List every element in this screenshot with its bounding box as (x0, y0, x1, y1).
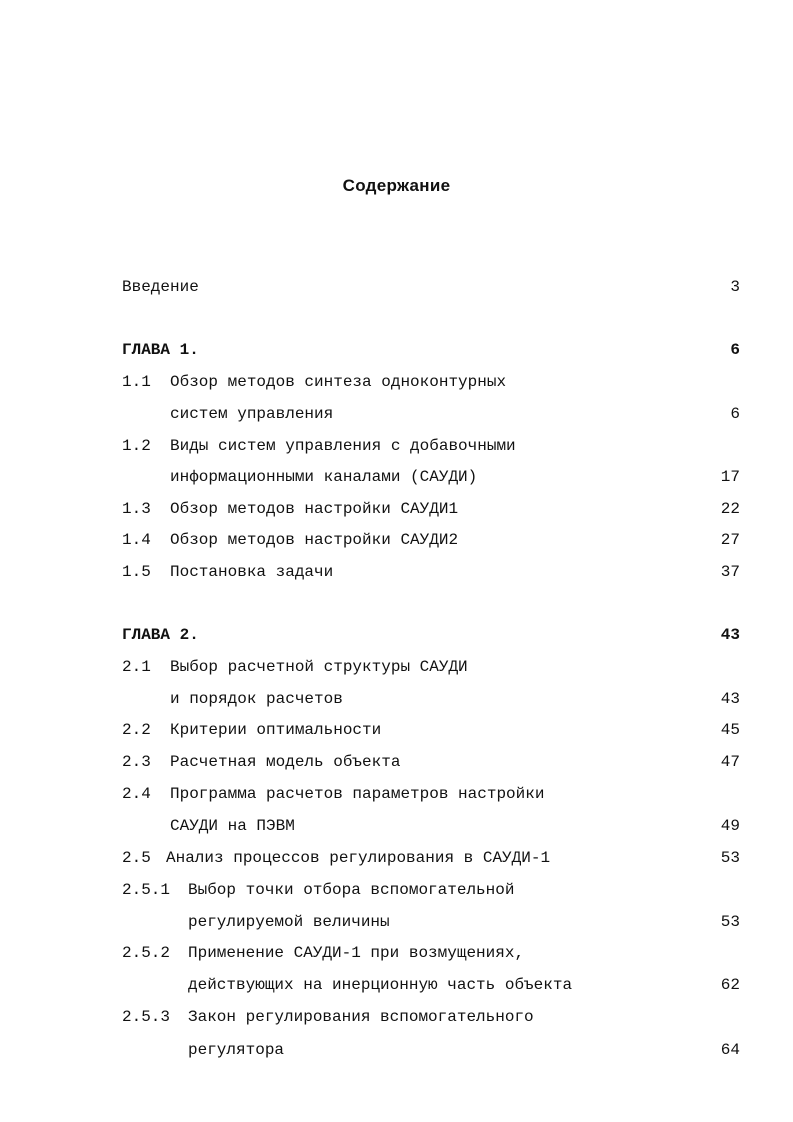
entry-page: 22 (720, 500, 740, 518)
toc-entry (0, 465, 793, 489)
entry-text: ГЛАВА 1. (122, 341, 199, 359)
entry-page: 64 (720, 1041, 740, 1059)
entry-number: 1.4 (122, 531, 151, 549)
entry-text: Обзор методов настройки САУДИ2 (170, 531, 459, 549)
entry-page: 17 (720, 468, 740, 486)
entry-text: Программа расчетов параметров настройки (170, 785, 545, 803)
entry-text: регулятора (188, 1041, 285, 1059)
toc-entry (0, 402, 793, 426)
toc-entry (0, 718, 793, 742)
toc-entry (0, 370, 793, 394)
entry-page: 43 (720, 626, 740, 644)
entry-text: Анализ процессов регулирования в САУДИ-1 (166, 849, 551, 867)
entry-page: 27 (720, 531, 740, 549)
toc-chapter (0, 623, 793, 647)
entry-page: 43 (720, 690, 740, 708)
entry-text: Закон регулирования вспомогательного (188, 1008, 534, 1026)
toc-entry (0, 560, 793, 584)
entry-text: систем управления (170, 405, 334, 423)
entry-text: ГЛАВА 2. (122, 626, 199, 644)
toc-entry (0, 687, 793, 711)
entry-number: 1.1 (122, 373, 151, 391)
toc-entry (0, 655, 793, 679)
toc-entry (0, 846, 793, 870)
entry-page: 3 (730, 278, 740, 296)
entry-page: 53 (720, 913, 740, 931)
entry-text: Виды систем управления с добавочными (170, 437, 516, 455)
page-title: Содержание (342, 176, 451, 195)
entry-number: 1.5 (122, 563, 151, 581)
entry-text: Выбор расчетной структуры САУДИ (170, 658, 468, 676)
entry-page: 53 (720, 849, 740, 867)
entry-text: Применение САУДИ-1 при возмущениях, (188, 944, 525, 962)
toc-entry (0, 782, 793, 806)
entry-text: Введение (122, 278, 199, 296)
entry-number: 2.5 (122, 849, 151, 867)
entry-number: 2.2 (122, 721, 151, 739)
toc-entry (0, 750, 793, 774)
entry-text: информационными каналами (САУДИ) (170, 468, 478, 486)
entry-text: действующих на инерционную часть объекта (188, 976, 573, 994)
entry-number: 2.5.3 (122, 1008, 171, 1026)
entry-number: 2.5.1 (122, 881, 171, 899)
toc-entry (0, 941, 793, 965)
entry-text: Расчетная модель объекта (170, 753, 401, 771)
entry-number: 2.3 (122, 753, 151, 771)
toc-entry (0, 973, 793, 997)
toc-chapter (0, 338, 793, 362)
toc-entry (0, 497, 793, 521)
entry-text: САУДИ на ПЭВМ (170, 817, 295, 835)
entry-text: Постановка задачи (170, 563, 334, 581)
entry-text: Обзор методов настройки САУДИ1 (170, 500, 459, 518)
entry-page: 47 (720, 753, 740, 771)
entry-text: регулируемой величины (188, 913, 390, 931)
entry-number: 1.2 (122, 437, 151, 455)
entry-text: Критерии оптимальности (170, 721, 382, 739)
toc-entry (0, 878, 793, 902)
entry-page: 37 (720, 563, 740, 581)
entry-page: 6 (730, 341, 740, 359)
entry-page: 49 (720, 817, 740, 835)
toc-entry (0, 275, 793, 299)
toc-entry (0, 1038, 793, 1062)
entry-text: Обзор методов синтеза одноконтурных (170, 373, 507, 391)
entry-page: 45 (720, 721, 740, 739)
toc-entry (0, 910, 793, 934)
toc-entry (0, 528, 793, 552)
entry-number: 2.1 (122, 658, 151, 676)
entry-number: 2.5.2 (122, 944, 171, 962)
entry-number: 2.4 (122, 785, 151, 803)
entry-text: и порядок расчетов (170, 690, 343, 708)
toc-entry (0, 1005, 793, 1029)
entry-page: 6 (730, 405, 740, 423)
toc-entry (0, 434, 793, 458)
toc-entry (0, 814, 793, 838)
entry-number: 1.3 (122, 500, 151, 518)
entry-text: Выбор точки отбора вспомогательной (188, 881, 515, 899)
entry-page: 62 (720, 976, 740, 994)
